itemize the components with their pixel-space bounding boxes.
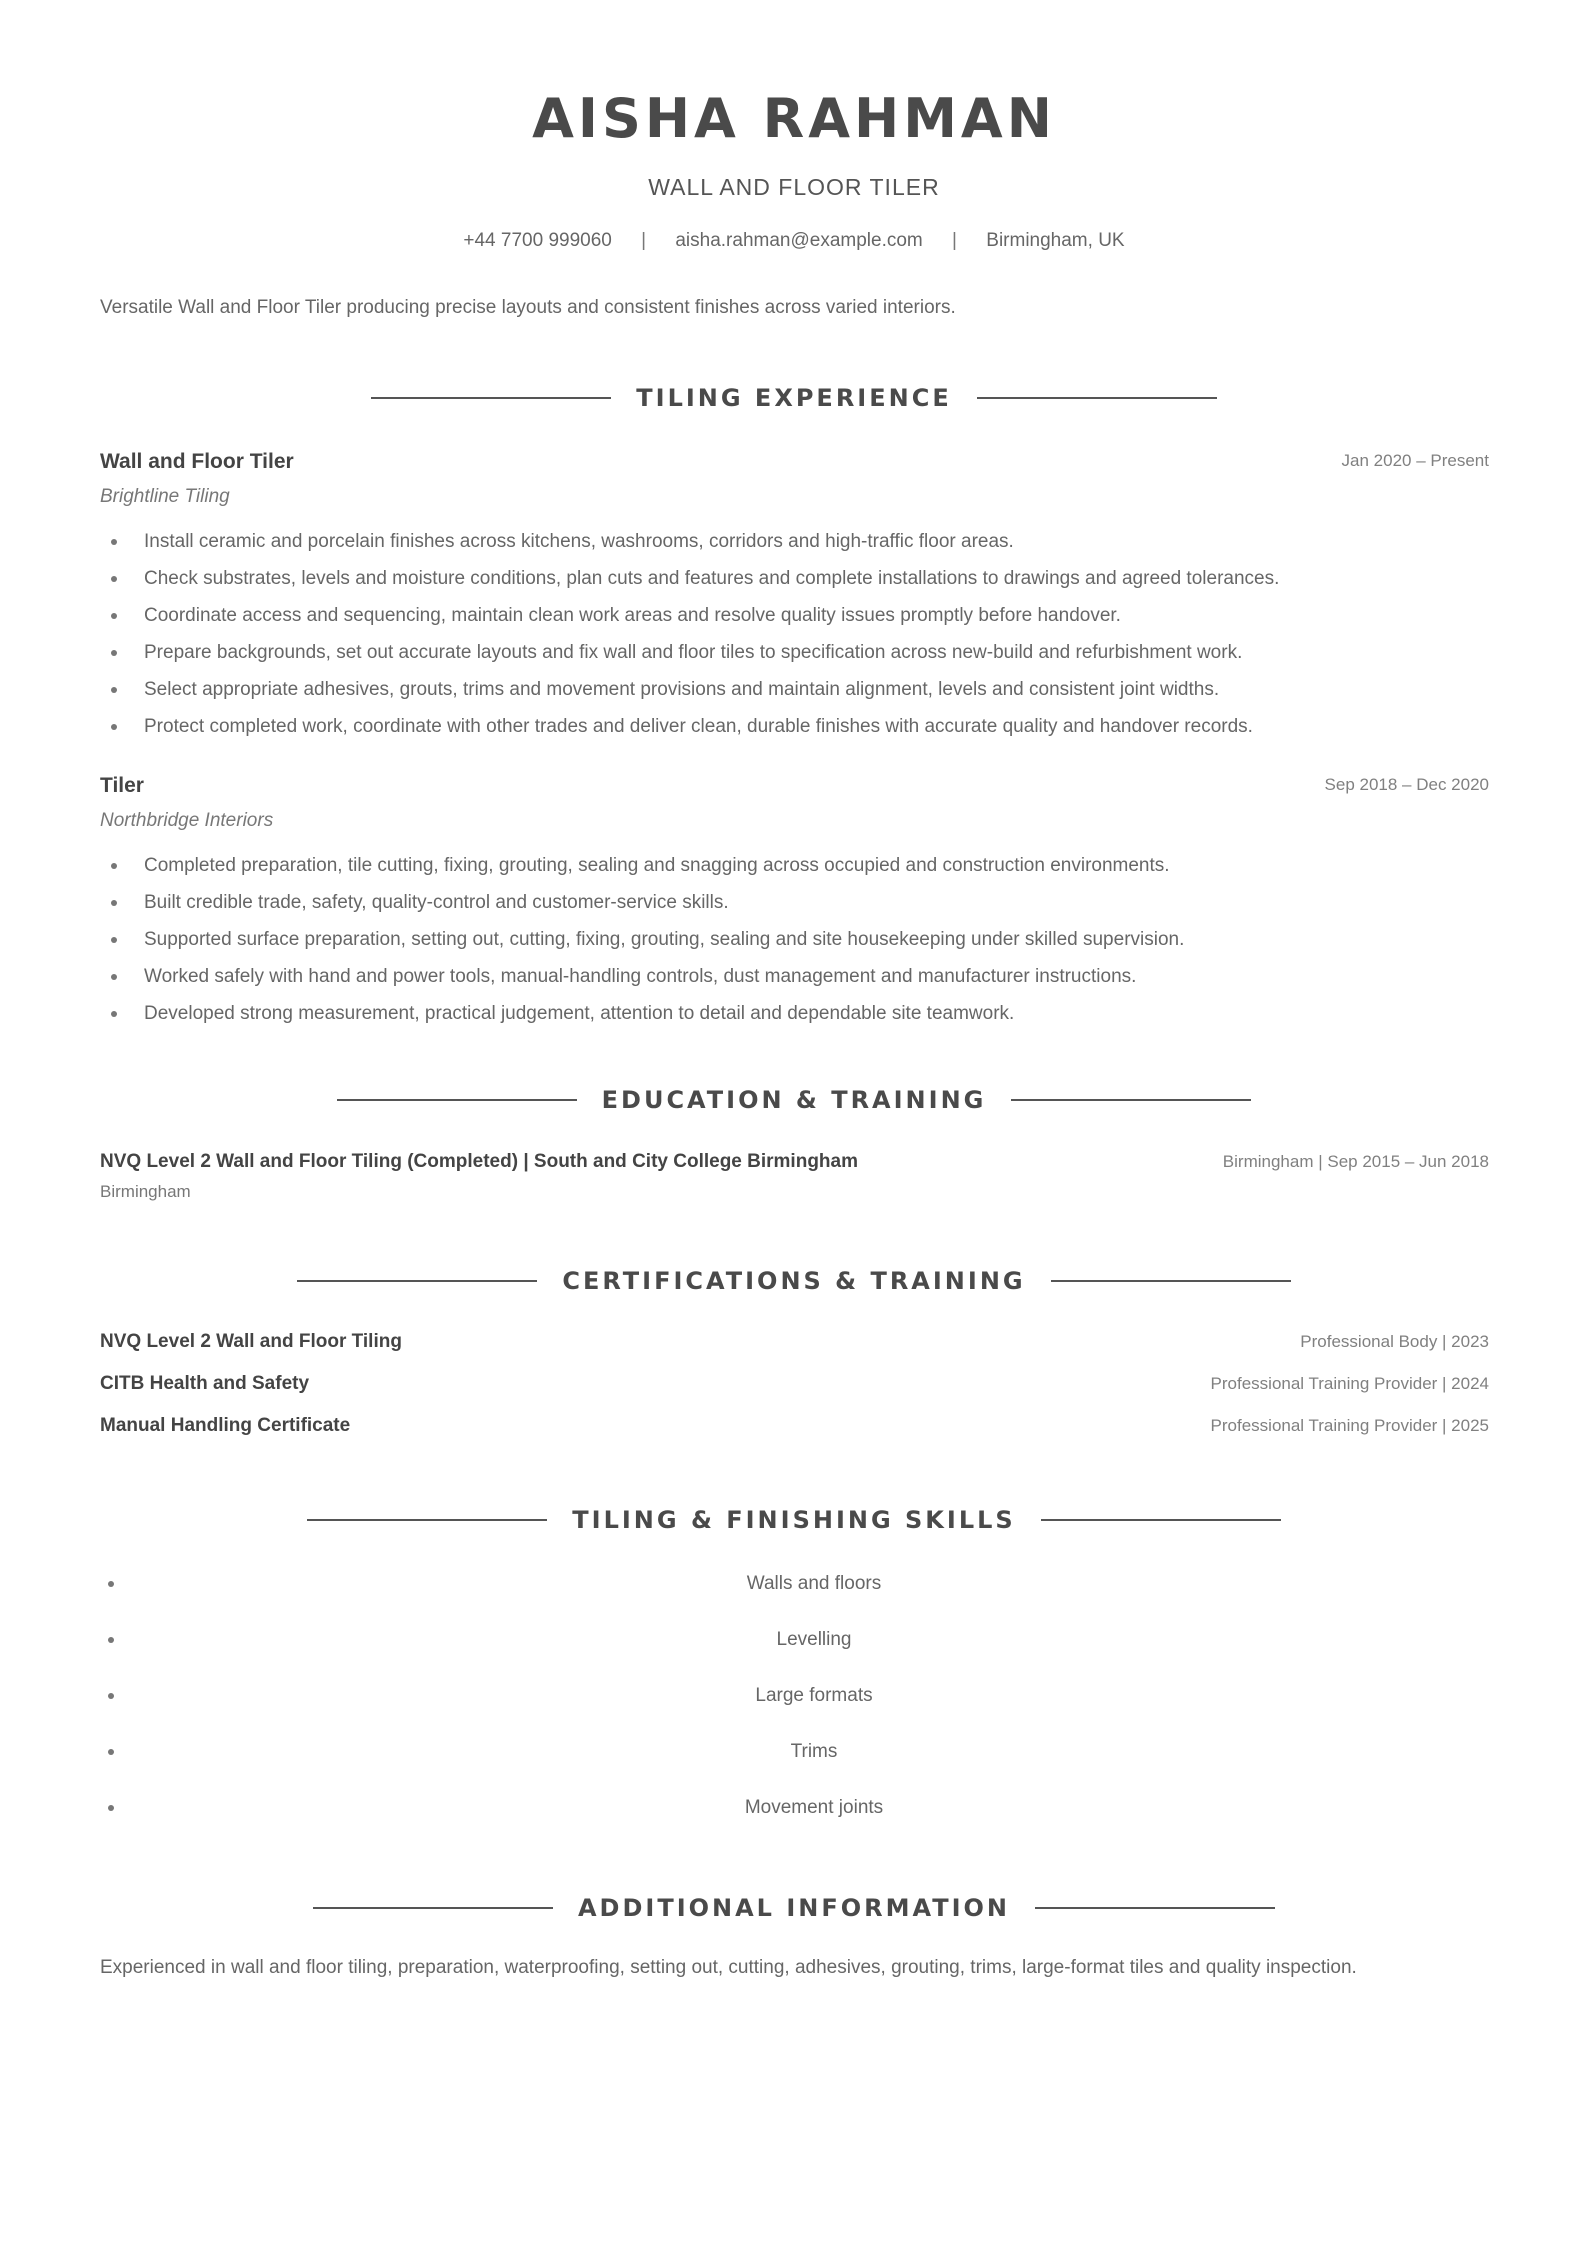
list-item: Coordinate access and sequencing, maintain clean work areas and resolve quality issues promptly before handover. xyxy=(100,597,1279,634)
list-item: Check substrates, levels and moisture conditions, plan cuts and features and complete installations to drawings and agreed tolerances. xyxy=(100,560,1279,597)
list-item: Worked safely with hand and power tools, manual-handling controls, dust management and manufacturer instructions. xyxy=(100,958,1184,995)
education-heading xyxy=(0,1083,1588,1117)
certification-name: CITB Health and Safety xyxy=(100,1373,310,1394)
skill-label: Large formats xyxy=(755,1685,873,1706)
bullet-icon xyxy=(108,1581,114,1587)
contact-line xyxy=(0,228,1588,254)
job-entry-bullets xyxy=(100,523,1279,745)
experience-heading-title: TILING EXPERIENCE xyxy=(636,384,952,412)
skills-list xyxy=(100,1568,1528,1848)
bullet-icon xyxy=(108,1805,114,1811)
job-entry-dates: Jan 2020 – Present xyxy=(1341,451,1489,470)
certification-meta: Professional Body | 2023 xyxy=(1300,1332,1489,1351)
education-meta: Birmingham | Sep 2015 – Jun 2018 xyxy=(1222,1152,1489,1171)
job-entry-title: Tiler xyxy=(100,774,144,797)
education-heading-title: EDUCATION & TRAINING xyxy=(601,1086,987,1114)
heading-rule-left xyxy=(371,397,611,399)
heading-rule-left xyxy=(297,1280,537,1282)
heading-rule-right xyxy=(1041,1519,1281,1521)
list-item xyxy=(100,1736,1528,1792)
list-item: Protect completed work, coordinate with other trades and deliver clean, durable finishes with accurate quality and handover records. xyxy=(100,708,1279,745)
list-item xyxy=(100,1680,1528,1736)
certification-row xyxy=(100,1412,1489,1442)
profile-summary: Versatile Wall and Floor Tiler producing precise layouts and consistent finishes across varied interiors. xyxy=(100,297,956,318)
additional-heading-title: ADDITIONAL INFORMATION xyxy=(577,1894,1011,1922)
skill-label: Walls and floors xyxy=(746,1573,882,1594)
heading-rule-right xyxy=(1051,1280,1291,1282)
email-address: aisha.rahman@example.com xyxy=(675,230,923,251)
skill-label: Levelling xyxy=(776,1629,852,1650)
skill-label: Trims xyxy=(790,1741,838,1762)
heading-rule-left xyxy=(337,1099,577,1101)
list-item: Supported surface preparation, setting out, cutting, fixing, grouting, sealing and site housekeeping under skilled supervision. xyxy=(100,921,1184,958)
certification-name: NVQ Level 2 Wall and Floor Tiling xyxy=(100,1331,402,1352)
bullet-icon xyxy=(108,1749,114,1755)
list-item: Select appropriate adhesives, grouts, trims and movement provisions and maintain alignment, levels and consistent joint widths. xyxy=(100,671,1279,708)
certification-meta: Professional Training Provider | 2025 xyxy=(1210,1416,1489,1435)
skill-label: Movement joints xyxy=(744,1797,884,1818)
certification-meta: Professional Training Provider | 2024 xyxy=(1210,1374,1489,1393)
list-item xyxy=(100,1624,1528,1680)
job-entry-company: Northbridge Interiors xyxy=(100,810,274,831)
job-entry-bullets xyxy=(100,847,1184,1032)
education-title: NVQ Level 2 Wall and Floor Tiling (Completed) | South and City College Birmingham xyxy=(100,1151,858,1172)
list-item xyxy=(100,1792,1528,1848)
job-title-subtitle: WALL AND FLOOR TILER xyxy=(648,174,940,200)
bullet-icon xyxy=(108,1693,114,1699)
heading-rule-left xyxy=(307,1519,547,1521)
list-item: Completed preparation, tile cutting, fixing, grouting, sealing and snagging across occupied and construction environments. xyxy=(100,847,1184,884)
list-item: Developed strong measurement, practical judgement, attention to detail and dependable site teamwork. xyxy=(100,995,1184,1032)
list-item: Prepare backgrounds, set out accurate layouts and fix wall and floor tiles to specification across new-build and refurbishment work. xyxy=(100,634,1279,671)
additional-heading xyxy=(0,1891,1588,1925)
heading-rule-right xyxy=(1011,1099,1251,1101)
contact-separator: | xyxy=(952,230,957,251)
skills-heading xyxy=(0,1503,1588,1537)
heading-rule-right xyxy=(1035,1907,1275,1909)
phone-number: +44 7700 999060 xyxy=(463,230,612,251)
additional-information-text: Experienced in wall and floor tiling, preparation, waterproofing, setting out, cutting, adhesives, grouting, trims, large-format tiles and quality inspection. xyxy=(100,1957,1357,1978)
certification-row xyxy=(100,1370,1489,1400)
list-item: Install ceramic and porcelain finishes across kitchens, washrooms, corridors and high-traffic floor areas. xyxy=(100,523,1279,560)
certifications-heading xyxy=(0,1264,1588,1298)
experience-heading xyxy=(0,381,1588,415)
list-item: Built credible trade, safety, quality-control and customer-service skills. xyxy=(100,884,1184,921)
bullet-icon xyxy=(108,1637,114,1643)
contact-separator: | xyxy=(641,230,647,251)
list-item xyxy=(100,1568,1528,1624)
heading-rule-right xyxy=(977,397,1217,399)
skills-heading-title: TILING & FINISHING SKILLS xyxy=(572,1506,1016,1534)
job-entry-company: Brightline Tiling xyxy=(100,486,230,507)
certification-name: Manual Handling Certificate xyxy=(100,1415,351,1436)
job-entry-dates: Sep 2018 – Dec 2020 xyxy=(1324,775,1489,794)
candidate-name: AISHA RAHMAN xyxy=(532,87,1056,150)
education-location: Birmingham xyxy=(100,1182,191,1201)
job-entry-title: Wall and Floor Tiler xyxy=(100,450,294,473)
certification-row xyxy=(100,1328,1489,1358)
heading-rule-left xyxy=(313,1907,553,1909)
education-entry xyxy=(100,1148,1489,1178)
location: Birmingham, UK xyxy=(986,230,1125,251)
certifications-heading-title: CERTIFICATIONS & TRAINING xyxy=(562,1267,1026,1295)
